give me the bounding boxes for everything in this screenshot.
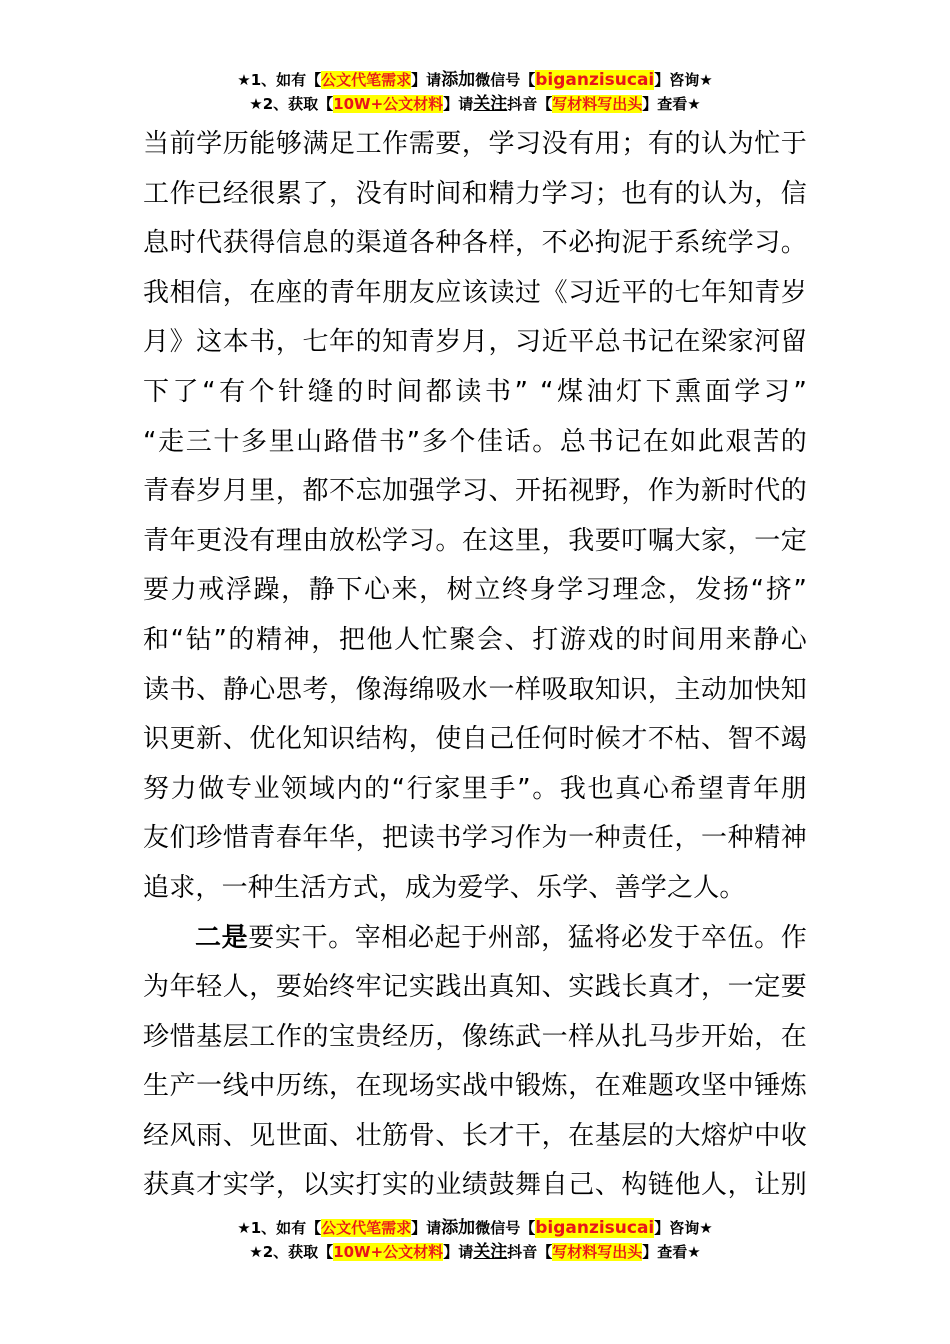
highlight-ghostwriting: 公文代笔需求 [321,71,412,89]
header-banner [0,68,950,116]
text-line: 我相信，在座的青年朋友应该读过《习近平的七年知青岁 [143,277,807,308]
banner-text: 抖音【 [507,1243,553,1261]
paragraph-practice [143,914,807,1212]
text-line: 识更新、优化知识结构，使自己任何时候才不枯、智不竭 [143,724,807,755]
highlight-ghostwriting: 公文代笔需求 [321,1219,412,1237]
highlight-douyin-account: 写材料写出头 [552,95,643,113]
banner-text: ★2、获取【 [249,95,334,113]
text-line: 月》这本书，七年的知青岁月，习近平总书记在梁家河留 [143,327,807,358]
point-text: 要实干。宰相必起于州部，猛将必发于卒伍。作 [248,922,808,953]
banner-text: ★1、如有【 [237,1219,322,1237]
banner-text: 】请 [443,95,474,113]
banner-text: 抖音【 [507,95,553,113]
banner-text: 】咨询★ [654,1219,713,1237]
text-line: 友们珍惜青春年华，把读书学习作为一种责任，一种精神 [143,823,807,854]
highlight-materials: 10W+公文材料 [333,95,444,113]
text-line: 追求，一种生活方式，成为爱学、乐学、善学之人。 [143,872,746,903]
header-banner-line-1 [0,68,950,92]
banner-text: 】咨询★ [654,71,713,89]
footer-banner-line-1 [0,1216,950,1240]
text-line: 生产一线中历练，在现场实战中锻炼，在难题攻坚中锤炼 [143,1071,807,1102]
banner-text: ★2、获取【 [249,1243,334,1261]
banner-text: 微信号【 [475,71,536,89]
footer-banner [0,1216,950,1264]
text-line: 当前学历能够满足工作需要，学习没有用；有的认为忙于 [143,129,807,159]
text-line: 努力做专业领域内的“行家里手”。我也真心希望青年朋 [143,773,807,804]
text-line: 工作已经很累了，没有时间和精力学习；也有的认为，信 [143,178,807,209]
banner-text: 微信号【 [475,1219,536,1237]
text-line: 读书、静心思考，像海绵吸水一样吸取知识，主动加快知 [143,674,807,705]
text-line: 为年轻人，要始终牢记实践出真知、实践长真才，一定要 [143,972,807,1003]
text-line: 息时代获得信息的渠道各种各样，不必拘泥于系统学习。 [143,228,807,259]
highlight-wechat-id: biganzisucai [535,1218,655,1238]
banner-text: ★1、如有【 [237,71,322,89]
banner-text: 】查看★ [642,95,701,113]
banner-text: 】请 [411,71,442,89]
text-line: “走三十多里山路借书”多个佳话。总书记在如此艰苦的 [143,426,807,457]
text-line [143,914,807,964]
footer-banner-line-2 [0,1240,950,1264]
text-line: 要力戒浮躁，静下心来，树立终身学习理念，发扬“挤” [143,575,807,606]
banner-text: 】请 [443,1243,474,1261]
text-line: 和“钻”的精神，把他人忙聚会、打游戏的时间用来静心 [143,624,807,655]
banner-text: 】查看★ [642,1243,701,1261]
point-lead: 二是 [195,922,249,953]
text-line: 珍惜基层工作的宝贵经历，像练武一样从扎马步开始，在 [143,1021,807,1052]
text-line: 青春岁月里，都不忘加强学习、开拓视野，作为新时代的 [143,476,807,507]
document-body [143,120,807,1211]
text-line: 下了“有个针缝的时间都读书” “煤油灯下熏面学习” [143,376,807,407]
text-line: 经风雨、见世面、壮筋骨、长才干，在基层的大熔炉中收 [143,1120,807,1151]
banner-emphasis: 关注 [473,94,508,114]
banner-emphasis: 添加 [441,1218,476,1238]
banner-emphasis: 关注 [473,1242,508,1262]
highlight-materials: 10W+公文材料 [333,1243,444,1261]
highlight-wechat-id: biganzisucai [535,70,655,90]
banner-text: 】请 [411,1219,442,1237]
banner-emphasis: 添加 [441,70,476,90]
header-banner-line-2 [0,92,950,116]
text-line: 青年更没有理由放松学习。在这里，我要叮嘱大家，一定 [143,525,807,556]
highlight-douyin-account: 写材料写出头 [552,1243,643,1261]
paragraph-study [143,120,807,914]
text-line: 获真才实学，以实打实的业绩鼓舞自己、构链他人，让别 [143,1170,807,1201]
